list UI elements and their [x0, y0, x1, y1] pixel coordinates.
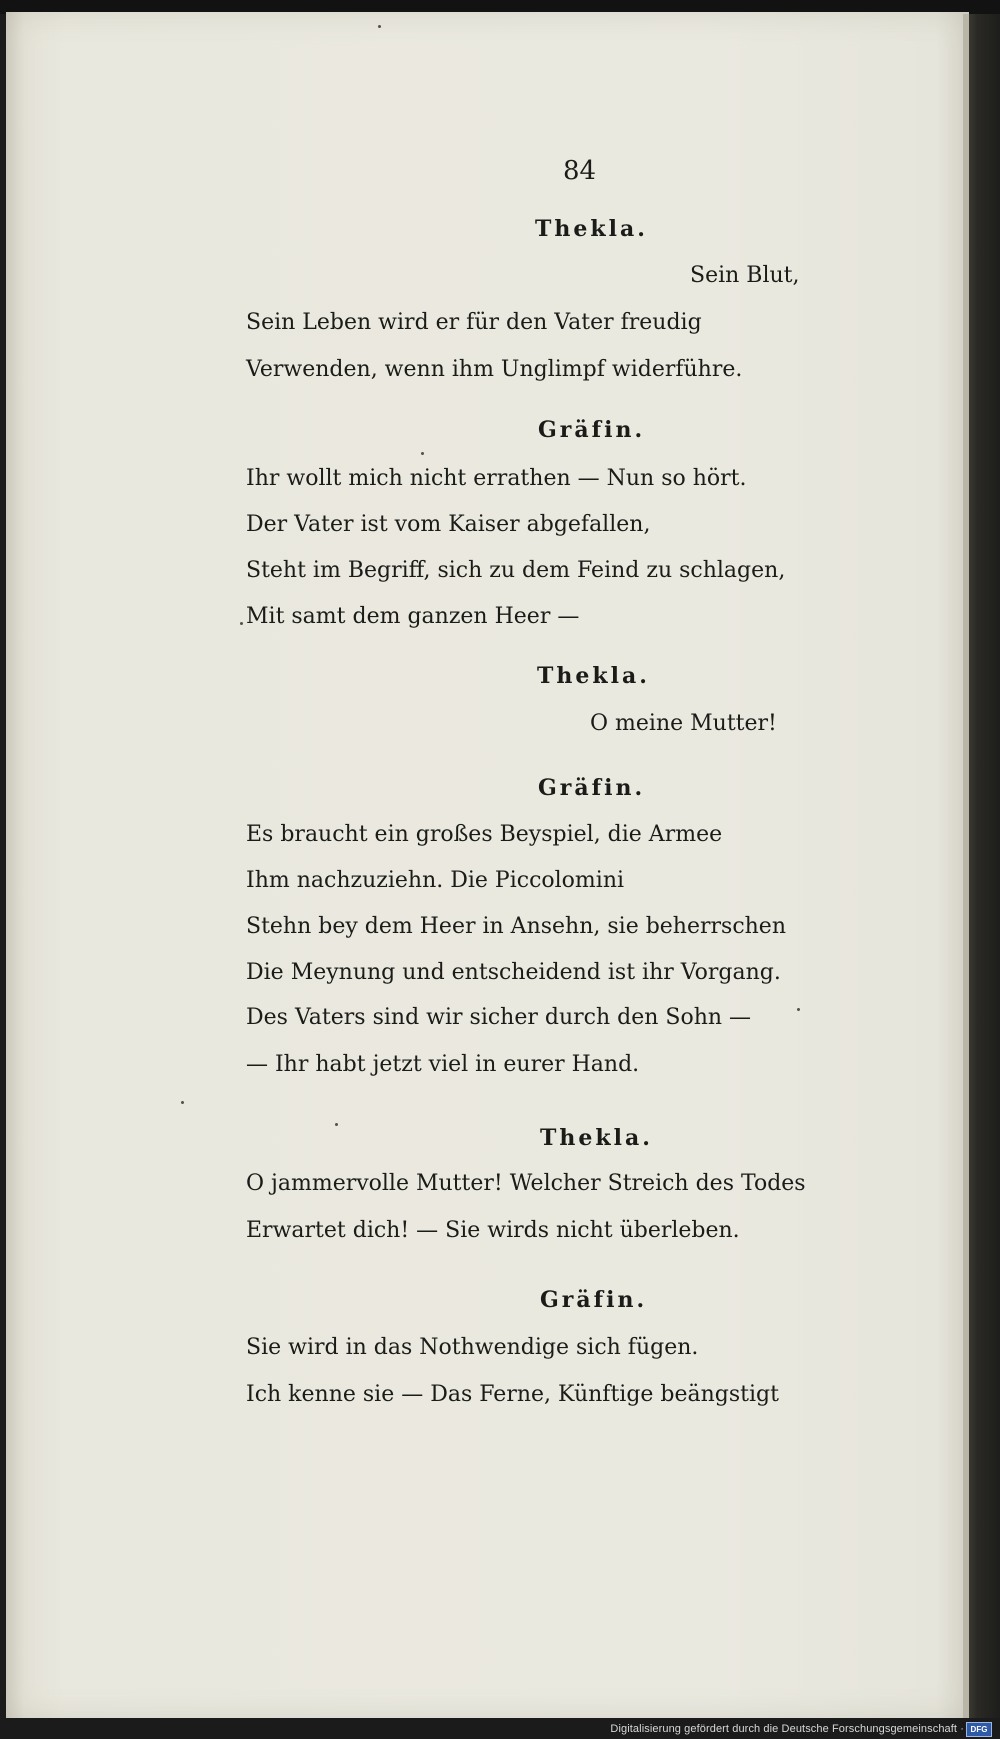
page-edge-shadow — [969, 14, 1000, 1718]
verse-line: Verwenden, wenn ihm Unglimpf widerführe. — [246, 357, 743, 382]
scan-speck — [240, 622, 243, 625]
verse-line: Ihm nachzuziehn. Die Piccolomini — [246, 868, 625, 893]
verse-line: Ihr wollt mich nicht errathen — Nun so hört. — [246, 466, 747, 491]
verse-line: Stehn bey dem Heer in Ansehn, sie beherrschen — [246, 914, 786, 939]
verse-line: Es braucht ein großes Beyspiel, die Armee — [246, 822, 723, 847]
scan-speck — [181, 1101, 184, 1104]
verse-line: Sein Blut, — [690, 263, 800, 288]
speaker-graefin-3: Gräfin. — [540, 1287, 648, 1313]
speaker-thekla-3: Thekla. — [540, 1125, 653, 1151]
scan-speck — [421, 452, 424, 455]
verse-line: Ich kenne sie — Das Ferne, Künftige beängstigt — [246, 1382, 779, 1407]
verse-line: Die Meynung und entscheidend ist ihr Vorgang. — [246, 960, 781, 985]
scan-speck — [378, 25, 381, 28]
speaker-graefin-2: Gräfin. — [538, 775, 646, 801]
digitization-credit: Digitalisierung gefördert durch die Deutsche Forschungsgemeinschaft · — [610, 1723, 964, 1735]
speaker-graefin-1: Gräfin. — [538, 417, 646, 443]
speaker-thekla-1: Thekla. — [535, 216, 648, 242]
verse-line: Sein Leben wird er für den Vater freudig — [246, 310, 702, 335]
dfg-logo: DFG — [966, 1722, 992, 1737]
scan-speck — [797, 1008, 800, 1011]
scan-speck — [335, 1123, 338, 1126]
verse-line: Erwartet dich! — Sie wirds nicht überleben. — [246, 1218, 740, 1243]
verse-line: Sie wird in das Nothwendige sich fügen. — [246, 1335, 699, 1360]
verse-line: Mit samt dem ganzen Heer — — [246, 604, 580, 629]
book-page — [6, 12, 969, 1718]
verse-line: — Ihr habt jetzt viel in eurer Hand. — [246, 1052, 640, 1077]
verse-line: O meine Mutter! — [590, 711, 777, 736]
page-number: 84 — [563, 156, 597, 186]
verse-line: Des Vaters sind wir sicher durch den Sohn — — [246, 1005, 752, 1030]
verse-line: O jammervolle Mutter! Welcher Streich des Todes — [246, 1171, 806, 1196]
verse-line: Steht im Begriff, sich zu dem Feind zu schlagen, — [246, 558, 786, 583]
verse-line: Der Vater ist vom Kaiser abgefallen, — [246, 512, 651, 537]
speaker-thekla-2: Thekla. — [537, 663, 650, 689]
